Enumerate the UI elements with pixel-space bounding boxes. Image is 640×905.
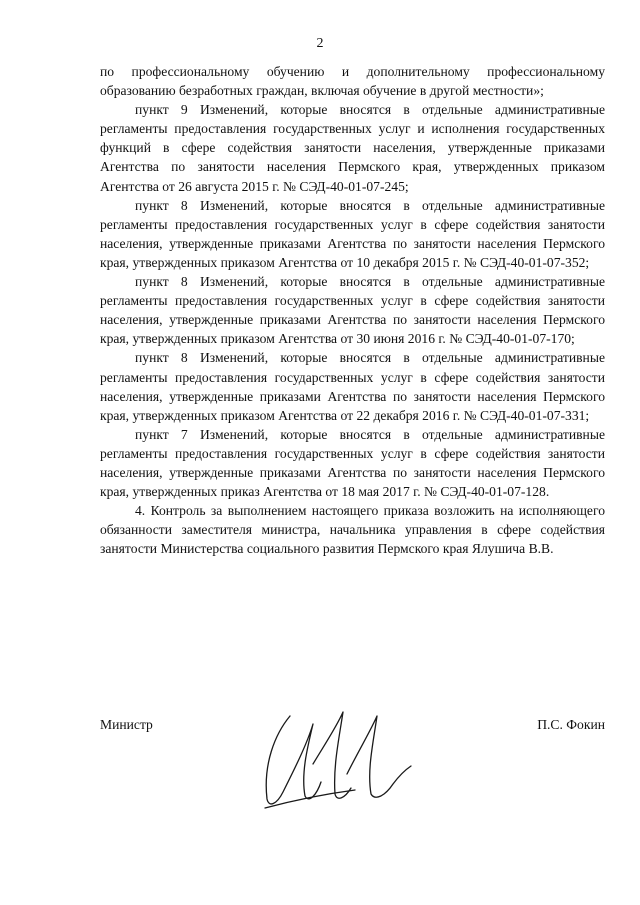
paragraph-item-9: пункт 9 Изменений, которые вносятся в отдельные административные регламенты предоставления государственных услуг и исполнения государственных функций в сфере содействия занятости населения, утвержденные приказами Агентства по занятости населения Пермского края, утвержденных приказом Агентства от 26 августа 2015 г. № СЭД-40-01-07-245; xyxy=(100,102,605,194)
paragraph-item-8-june-2016: пункт 8 Изменений, которые вносятся в отдельные административные регламенты предоставления государственных услуг в сфере содействия занятости населения, утвержденные приказами Агентства по занятости населения Пермского края, утвержденных приказом Агентства от 30 июня 2016 г. № СЭД-40-01-07-170; xyxy=(100,274,605,347)
signatory-name: П.С. Фокин xyxy=(537,717,605,732)
signature-block xyxy=(100,712,605,822)
paragraph-continuation: по профессиональному обучению и дополнительному профессиональному образованию безработных граждан, включая обучение в другой местности»; xyxy=(100,64,605,99)
paragraph-control-clause: 4. Контроль за выполнением настоящего приказа возложить на исполняющего обязанности заместителя министра, начальника управления в сфере содействия занятости Министерства социального развития Пермского края Ялушича В.В. xyxy=(100,503,605,557)
page-number: 2 xyxy=(316,36,324,51)
paragraph-item-7-2017: пункт 7 Изменений, которые вносятся в отдельные административные регламенты предоставления государственных услуг в сфере содействия занятости населения, утвержденные приказами Агентства по занятости населения Пермского края, утвержденных приказ Агентства от 18 мая 2017 г. № СЭД-40-01-07-128. xyxy=(100,426,605,500)
paragraph-item-8-2015: пункт 8 Изменений, которые вносятся в отдельные административные регламенты предоставления государственных услуг в сфере содействия занятости населения, утвержденные приказами Агентства по занятости населения Пермского края, утвержденных приказом Агентства от 10 декабря 2015 г. № СЭД-40-01-07-352; xyxy=(100,197,605,270)
paragraph-item-8-dec-2016: пункт 8 Изменений, которые вносятся в отдельные административные регламенты предоставления государственных услуг в сфере содействия занятости населения, утвержденные приказами Агентства по занятости населения Пермского края, утвержденных приказом Агентства от 22 декабря 2016 г. № СЭД-40-01-07-331; xyxy=(100,350,605,423)
handwritten-signature xyxy=(255,704,415,814)
document-body xyxy=(100,62,605,558)
signatory-title: Министр xyxy=(100,717,153,732)
